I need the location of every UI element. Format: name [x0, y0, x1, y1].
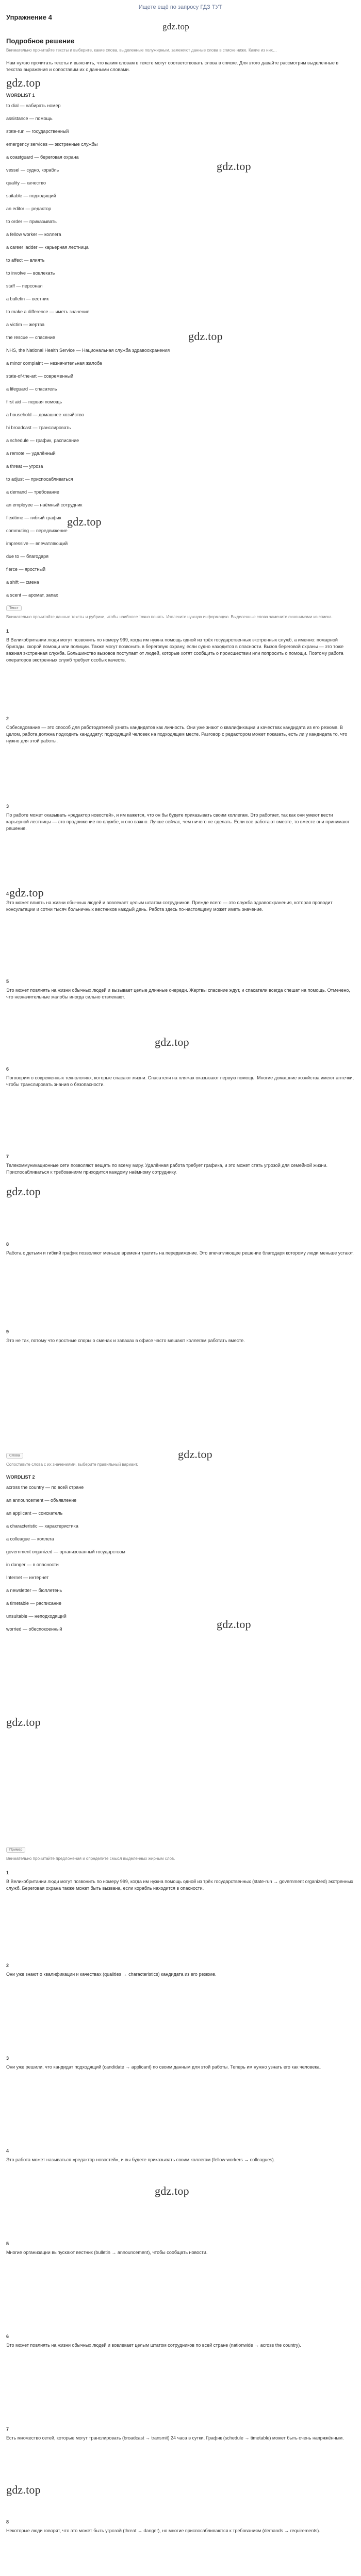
wordlist-item: state-run — государственный [6, 129, 69, 134]
paragraph-number: 6 [6, 2334, 9, 2339]
brand-watermark: gdz.top [6, 1185, 41, 1198]
paragraph-number: 6 [6, 1066, 9, 1072]
text-paragraph: Это не так, потому что яростные споры о сменах и запахах в офисе часто мешают коллегам работать вместе. [6, 1338, 245, 1343]
wordlist-item: staff — персонал [6, 283, 43, 289]
wordlist-item: to affect — влиять [6, 258, 45, 263]
wordlist-item: to involve — вовлекать [6, 270, 55, 276]
text-paragraph: Они уже решили, что кандидат подходящий (candidate → applicant) по своим данным для этой работы. Теперь им нужно узнать его как человека. [6, 2064, 321, 2070]
wordlist-item: a minor complaint — незначительная жалоба [6, 361, 102, 366]
wordlist-item: a career ladder — карьерная лестница [6, 245, 89, 250]
page-title: Упражнение 4 [6, 13, 52, 21]
section-badge: Текст [6, 605, 22, 611]
wordlist-1-label: WORDLIST 1 [6, 93, 35, 98]
brand-watermark: gdz.top [217, 160, 251, 173]
wordlist-item: ﬁerce — яростный [6, 567, 45, 572]
paragraph-number: 5 [6, 2241, 9, 2246]
paragraph-number: 2 [6, 716, 9, 721]
brand-watermark: gdz.top [9, 886, 44, 899]
wordlist-item: quality — качество [6, 180, 46, 185]
wordlist-item: ﬁrst aid — первая помощь [6, 399, 62, 404]
wordlist-item: emergency services — экстренные службы [6, 142, 98, 147]
text-paragraph: Многие организации выпускают вестник (bulletin → announcement), чтобы сообщать новости. [6, 2250, 208, 2255]
wordlist-item: a household — домашнее хозяйство [6, 412, 84, 417]
wordlist-item: to dial — набирать номер [6, 103, 61, 108]
paragraph-number: 3 [6, 804, 9, 809]
text-paragraph: Работа с детьми и гибкий график позволяют меньше времени тратить на передвижение. Это впечатляющее решение благодаря которому люди меньше устают. [6, 1250, 354, 1256]
task-note: Внимательно прочитайте тексты и выберите, какие слова, выделенные полужирным, заменяют данные слова в списке ниже. Какие из них… [6, 48, 277, 53]
text-paragraph: Некоторые люди говорят, что это может быть угрозой (threat → danger), но многие приспосабливаются к требованиям (demands → requirements). [6, 2528, 320, 2533]
brand-watermark: gdz.top [162, 22, 189, 31]
text-paragraph: По работе может оказывать «редактор новостей», и им кажется, что он бы будете приказывать своим коллегам. Это работает, так как они умеют вести карьерной лестницы — это продвижение по службе, и оно важно. Лучше сейчас, чем ничего не сделать. Если все работают вместе, то вместе они принимают решение. [6, 812, 350, 831]
text-paragraph: В Великобритании люди могут позвонить по номеру 999, когда им нужна помощь одной из трёх государственных экстренных служб, а именно: пожарной бригады, скорой помощи или полиции. Также могут позвонить в береговую охрану, если судно находится в опасности. Вызов береговой охраны — это тоже важная экстренная служба. Большинство вызовов поступает от людей, которые хотят сообщить о происшествии или попросить о помощи. Поэтому работа операторов экстренных служб требует особых качеств. [6, 637, 344, 663]
wordlist-item: due to — благодаря [6, 554, 48, 559]
wordlist-item: an announcement — объявление [6, 1498, 77, 1503]
wordlist-item: to make a difference — иметь значение [6, 309, 90, 314]
paragraph-number: 8 [6, 1242, 9, 1247]
text-paragraph: Телекоммуникационные сети позволяют вещать по всему миру. Удалённая работа требует графика, и это может стать угрозой для семейной жизни. Приспосабливаться к требованиям приходится каждому наёмному сотруднику. [6, 1163, 328, 1175]
wordlist-item: a remote — удалённый [6, 451, 56, 456]
wordlist-item: a victim — жертва [6, 322, 45, 327]
brand-watermark: gdz.top [217, 1618, 251, 1631]
wordlist-item: in danger — в опасности [6, 1562, 59, 1567]
paragraph-number: 4 [6, 2148, 9, 2154]
wordlist-item: a shift — смена [6, 580, 39, 585]
section-badge: Пример [6, 1847, 25, 1853]
wordlist-item: an applicant — соискатель [6, 1511, 63, 1516]
text-paragraph: Это может повлиять на жизни обычных людей и вызывает целые длинные очереди. Жертвы спасение ждут, и спасатели всегда спешат на помощь. Отмечено, что незначительные жалобы иногда сильно отвлекают. [6, 988, 350, 999]
paragraph-number: 1 [6, 629, 9, 634]
section-2-note: Внимательно прочитайте данные тексты и рубрики, чтобы наиболее точно понять. Извлеките нужную информацию. Выделенные слова замените синонимами из списка. [6, 615, 333, 619]
subtitle: Подробное решение [6, 37, 75, 45]
wordlist-item: across the country — по всей стране [6, 1485, 84, 1490]
wordlist-item: hi broadcast — транслировать [6, 425, 71, 430]
text-paragraph: Поговорим о современных технологиях, которые спасают жизни. Спасатели на пляжах оказывают первую помощь. Многие домашние хозяйства имеют аптечки, чтобы транслировать знания о безопасности. [6, 1075, 354, 1087]
task-intro: Нам нужно прочитать тексты и выяснить, что каким словам в тексте могут соответствовать слова в списке. Для этого давайте рассмотрим выделенные в текстах выражения и сопоставим их с данными словами. [6, 60, 339, 72]
wordlist-item: impressive — впечатляющий [6, 541, 68, 546]
brand-watermark: gdz.top [188, 330, 223, 343]
wordlist-item: a fellow worker — коллега [6, 232, 61, 237]
wordlist-item: a lifeguard — спасатель [6, 386, 57, 392]
wordlist-item: a threat — угроза [6, 464, 43, 469]
wordlist-item: Internet — интернет [6, 1575, 49, 1580]
text-paragraph: Это может повлиять на жизни обычных людей и вовлекает целым штатом сотрудников по всей стране (nationwide → across the country). [6, 2343, 301, 2348]
paragraph-number: 1 [6, 1870, 9, 1875]
wordlist-item: to order — приказывать [6, 219, 57, 224]
paragraph-number: 3 [6, 2056, 9, 2061]
text-paragraph: Собеседование — это способ для работодателей узнать кандидатов как личность. Они уже знают о квалификации и качествах кандидата из его резюме. В целом, работа должна подходить кандидату: подходящий человек на подходящем месте. Разговор с редактором может показать, есть ли у кандидата то, что нужно для этой работы. [6, 725, 348, 743]
wordlist-item: assistance — помощь [6, 116, 53, 121]
wordlist-item: vessel — судно, корабль [6, 167, 59, 173]
top-note[interactable]: Ищете ещё по запросу ГДЗ ТУТ [138, 4, 223, 10]
wordlist-item: worried — обеспокоенный [6, 1626, 62, 1632]
wordlist-item: a scent — аромат, запах [6, 592, 58, 598]
wordlist-item: ﬂexitime — гибкий график [6, 515, 61, 520]
text-paragraph: В Великобритании люди могут позвонить по номеру 999, когда им нужна помощь одной из трёх государственных (state-run → government organized) экстренных служб. Береговая охрана также может быть вызвана, если корабль находится в опасности. [6, 1879, 353, 1891]
paragraph-number: 7 [6, 2427, 9, 2432]
wordlist-item: a schedule — график, расписание [6, 438, 79, 443]
wordlist-item: NHS, the National Health Service — Национальная служба здравоохранения [6, 348, 170, 353]
wordlist-item: a coastguard — береговая охрана [6, 155, 79, 160]
wordlist-item: a colleague — коллега [6, 1536, 54, 1541]
brand-watermark: gdz.top [155, 1036, 189, 1048]
wordlist-item: suitable — подходящий [6, 193, 56, 198]
wordlist-item: to adjust — приспосабливаться [6, 477, 73, 482]
text-paragraph: Они уже знают о квалификации и качествах (qualities → characteristics) кандидата из его резюме. [6, 1972, 217, 1977]
wordlist-item: the rescue — спасение [6, 335, 55, 340]
brand-watermark: gdz.top [6, 76, 41, 89]
text-paragraph: Это может влиять на жизни обычных людей и вовлекает целым штатом сотрудников. Прежде всего — это служба здравоохранения, которая проводит консультации и сотни тысяч больничных вестников каждый день. Работа здесь по-настоящему может иметь значение. [6, 900, 333, 912]
brand-watermark: gdz.top [178, 1448, 212, 1461]
wordlist-item: government organized — организованный государством [6, 1549, 125, 1554]
text-paragraph: Есть множество сетей, которые могут транслировать (broadcast → transmit) 24 часа в сутки. График (schedule → timetable) может быть очень напряжённым. [6, 2435, 344, 2441]
brand-watermark: gdz.top [155, 2184, 189, 2197]
section-3-note: Сопоставьте слова с их значениями, выберите правильный вариант. [6, 1462, 138, 1467]
wordlist-item: a bulletin — вестник [6, 296, 49, 301]
paragraph-number: 7 [6, 1154, 9, 1159]
wordlist-item: a newsletter — бюллетень [6, 1588, 62, 1593]
paragraph-number: 5 [6, 979, 9, 984]
paragraph-number: 4 [6, 891, 9, 896]
wordlist-item: an employee — наёмный сотрудник [6, 502, 83, 507]
brand-watermark: gdz.top [6, 1716, 41, 1728]
wordlist-2-label: WORDLIST 2 [6, 1475, 35, 1480]
paragraph-number: 2 [6, 1963, 9, 1968]
brand-watermark: gdz.top [67, 515, 102, 528]
wordlist-item: state-of-the-art — современный [6, 374, 74, 379]
section-4-note: Внимательно прочитайте предложения и определите смысл выделенных жирным слов. [6, 1856, 175, 1861]
wordlist-item: unsuitable — неподходящий [6, 1614, 67, 1619]
wordlist-item: a characteristic — характеристика [6, 1523, 78, 1529]
section-badge: Слова [6, 1453, 23, 1459]
wordlist-item: an editor — редактор [6, 206, 52, 211]
brand-watermark: gdz.top [6, 2483, 41, 2496]
wordlist-item: a timetable — расписание [6, 1601, 61, 1606]
paragraph-number: 9 [6, 1329, 9, 1334]
paragraph-number: 8 [6, 2519, 9, 2524]
wordlist-item: a demand — требование [6, 489, 59, 495]
wordlist-item: commuting — передвижение [6, 528, 68, 533]
text-paragraph: Это работа может называться «редактор новостей», и вы будете приказывать своим коллегам (fellow workers → colleagues). [6, 2157, 275, 2162]
